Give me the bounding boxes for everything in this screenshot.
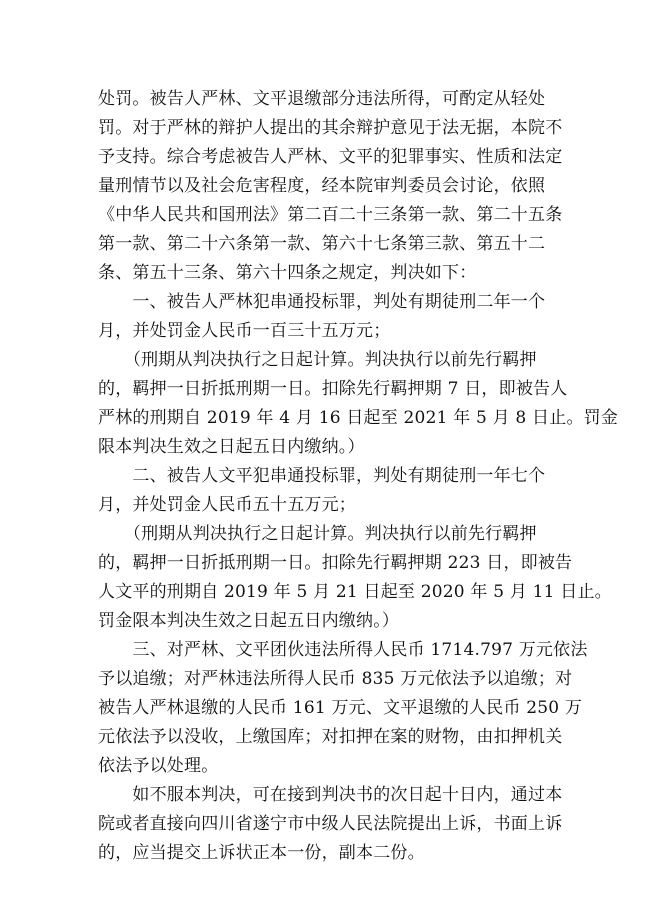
text-line: （刑期从判决执行之日起计算。判决执行以前先行羁押: [98, 350, 537, 370]
text-line: 罚金限本判决生效之日起五日内缴纳。）: [98, 611, 400, 631]
text-line: 的，羁押一日折抵刑期一日。扣除先行羁押期 7 日，即被告人: [98, 379, 568, 399]
text-line: 月，并处罚金人民币一百三十五万元；: [98, 321, 391, 341]
text-line: 三、对严林、文平团伙违法所得人民币 1714.797 万元依法: [98, 640, 588, 660]
text-line: 被告人严林退缴的人民币 161 万元、文平退缴的人民币 250 万: [98, 698, 583, 718]
text-line: 的，羁押一日折抵刑期一日。扣除先行羁押期 223 日，即被告: [98, 553, 573, 573]
text-line: 依法予以处理。: [98, 756, 219, 776]
text-line: 予支持。综合考虑被告人严林、文平的犯罪事实、性质和法定: [98, 147, 563, 167]
text-line: 月，并处罚金人民币五十五万元；: [98, 495, 356, 515]
text-line: 处罚。被告人严林、文平退缴部分违法所得，可酌定从轻处: [98, 89, 546, 109]
text-line: 如不服本判决，可在接到判决书的次日起十日内，通过本: [98, 785, 563, 805]
text-line: 罚。对于严林的辩护人提出的其余辩护意见于法无据，本院不: [98, 118, 563, 138]
text-line: 院或者直接向四川省遂宁市中级人民法院提出上诉，书面上诉: [98, 814, 563, 834]
text-line: 《中华人民共和国刑法》第二百二十三条第一款、第二十五条: [98, 205, 563, 225]
text-line: 第一款、第二十六条第一款、第六十七条第三款、第五十二: [98, 234, 546, 254]
text-line: 量刑情节以及社会危害程度，经本院审判委员会讨论，依照: [98, 176, 546, 196]
text-line: （刑期从判决执行之日起计算。判决执行以前先行羁押: [98, 524, 537, 544]
text-line: 的，应当提交上诉状正本一份，副本二份。: [98, 843, 425, 863]
text-line: 元依法予以没收，上缴国库；对扣押在案的财物，由扣押机关: [98, 727, 563, 747]
text-line: 条、第五十三条、第六十四条之规定，判决如下：: [98, 263, 477, 283]
text-line: 一、被告人严林犯串通投标罪，判处有期徒刑二年一个: [98, 292, 546, 312]
text-line: 限本判决生效之日起五日内缴纳。）: [98, 437, 365, 457]
text-line: 二、被告人文平犯串通投标罪，判处有期徒刑一年七个: [98, 466, 546, 486]
text-line: 人文平的刑期自 2019 年 5 月 21 日起至 2020 年 5 月 11 日止。: [98, 582, 612, 602]
text-line: 予以追缴；对严林违法所得人民币 835 万元依法予以追缴；对: [98, 669, 573, 689]
text-line: 严林的刑期自 2019 年 4 月 16 日起至 2021 年 5 月 8 日止。罚金: [98, 408, 619, 428]
